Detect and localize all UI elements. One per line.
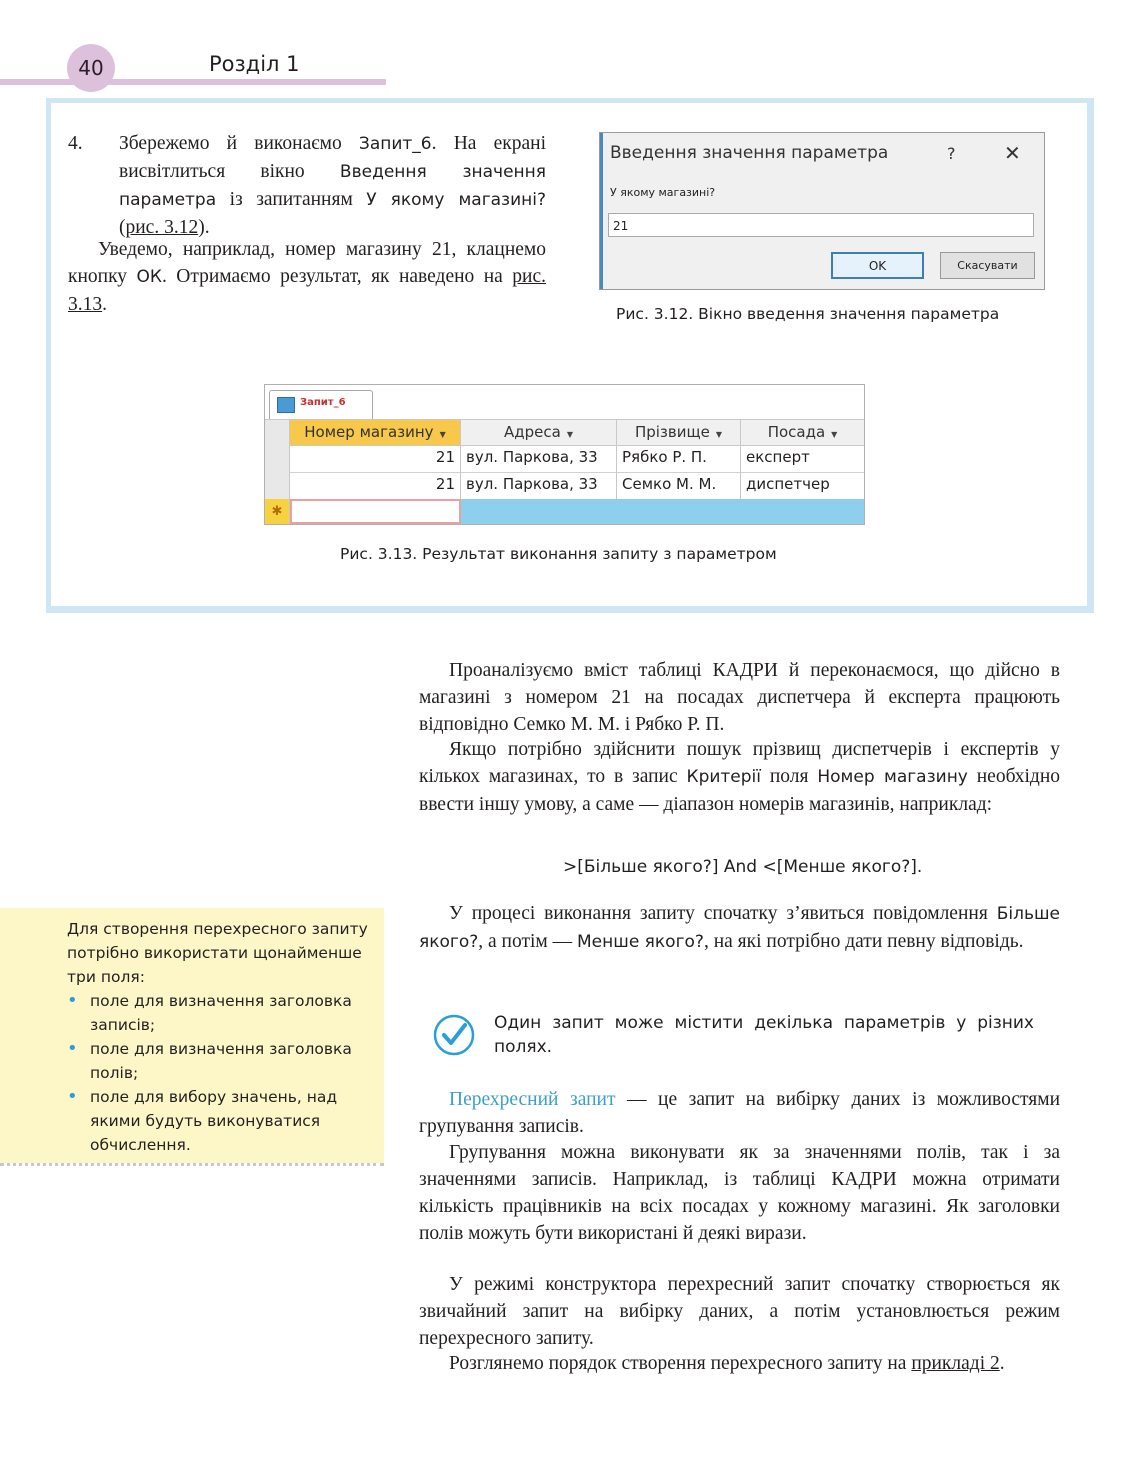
cell-store[interactable]: 21 [290,445,461,472]
question-text: У якому магазині? [366,190,546,210]
dropdown-arrow-icon[interactable]: ▼ [566,430,573,439]
parameter-dialog [599,132,1045,290]
para-enter-value [68,236,546,318]
section-title: Розділ 1 [209,52,300,76]
tab-query-6[interactable] [269,390,373,420]
tab-label: Запит_6 [300,397,346,408]
dialog-title: Введення значення параметра [610,143,889,163]
criteria-formula: >[Більше якого?] And <[Менше якого?]. [563,857,923,877]
para-text: , на які потрібно дати певну відповідь. [703,931,1024,952]
column-header[interactable] [741,420,864,445]
check-note: Один запит може містити декілька параметрів у різних полях. [494,1013,1034,1057]
cancel-button[interactable]: Скасувати [940,252,1035,279]
para-text: . [999,1353,1005,1374]
help-icon[interactable]: ? [947,144,956,163]
step-text: ( [119,217,126,238]
column-label: Прізвище [634,423,710,441]
dialog-prompt: У якому магазині? [610,186,716,199]
step-4-text [119,130,546,241]
parameter-input[interactable]: 21 [608,213,1034,237]
side-note-intro: Для створення перехресного запиту потрібно використати щонайменше три поля: [67,920,368,986]
dropdown-arrow-icon[interactable]: ▼ [831,430,838,439]
para-text: Розглянемо порядок створення перехресного запиту на [449,1353,907,1374]
para-text: — це запит на вибірку даних із можливостями групування записів. [419,1089,1061,1137]
para-text: Уведемо, наприклад, номер магазину 21, клацнемо кнопку [68,239,546,287]
message-text: Менше якого? [577,932,704,952]
table-row[interactable] [265,472,864,500]
cell-position[interactable]: диспетчер [746,475,830,493]
close-icon[interactable]: ✕ [1004,141,1021,165]
cell-surname[interactable]: Рябко Р. П. [617,445,741,472]
para-text: . Отримаємо результат, як наведено на [161,266,503,287]
paragraph-3 [419,900,1060,956]
side-note-text [67,917,372,1157]
step-text: . На екрані висвітлиться вікно [119,133,547,182]
caption-fig-3-13: Рис. 3.13. Результат виконання запиту з параметром [340,545,777,563]
paragraph-1: Проаналізуємо вміст таблиці КАДРИ й переконаємося, що дійсно в магазині з номером 21 на посадах диспетчера й експерта працюють відповідно Семко М. М. і Рябко Р. П. [419,660,1060,735]
paragraph-4 [419,1086,1060,1140]
column-header[interactable] [617,420,741,445]
list-item: • поле для вибору значень, над якими будуть виконуватися обчислення. [67,1085,372,1157]
dropdown-arrow-icon[interactable]: ▼ [715,430,723,439]
side-note-divider [0,1163,384,1166]
ref-fig-3-12[interactable]: рис. 3.12 [125,217,199,238]
header-row [265,419,864,446]
para-text: Якщо потрібно здійснити пошук прізвищ диспетчерів і експертів у кількох магазинах, то в запис [419,739,1060,787]
step-text: із запитанням [229,189,353,210]
cell-store[interactable]: 21 [290,472,461,499]
ok-button[interactable]: OK [831,252,924,279]
column-label: Адреса [504,423,561,441]
ref-fig-3-13[interactable]: рис. 3.13 [68,266,547,315]
paragraph-2 [419,736,1060,818]
field-name: Номер магазину [817,767,968,787]
dialog-accent [600,133,603,289]
ok-mention: ОК [136,267,162,287]
paragraph-7 [419,1350,1060,1377]
step-text: ). [198,217,210,238]
list-item: • поле для визначення заголовка записів; [67,989,372,1037]
cell-surname[interactable]: Семко М. М. [617,472,741,499]
column-label: Посада [767,423,826,441]
dropdown-arrow-icon[interactable]: ▼ [439,430,446,439]
para-text: У процесі виконання запиту спочатку з’явиться повідомлення [449,903,988,924]
row-selector[interactable] [265,472,290,499]
tab-strip [265,385,864,419]
query-table-icon [277,397,295,413]
window-name: Введення значення параметра [119,162,547,210]
side-note-list [67,989,372,1157]
field-name: Критерії [686,767,762,787]
para-text: поля [769,766,809,787]
select-all-corner[interactable] [265,420,290,445]
new-record-icon: ✱ [265,499,290,524]
new-record-cell[interactable] [290,499,461,524]
paragraph-5: Групування можна виконувати як за значеннями полів, так і за значеннями записів. Наприклад, із таблиці КАДРИ можна отримати кількість працівників на всіх посадах у кожному магазині. Як заголовки полів можуть бути використані й деякі вирази. [419,1142,1060,1244]
paragraph-6: У режимі конструктора перехресний запит спочатку створюється як звичайний запит на вибірку даних, а потім установлюється режим перехресного запиту. [419,1274,1060,1349]
check-circle-icon [433,1014,475,1056]
para-text: необхідно ввести іншу умову, а саме — діапазон номерів магазинів, наприклад: [419,766,1061,815]
query-datasheet [264,384,865,525]
cell-address[interactable]: вул. Паркова, 33 [461,445,617,472]
step-number: 4. [68,133,83,154]
query-name: Запит_6 [358,134,432,154]
message-text: Більше якого? [419,904,1060,952]
step-4 [68,130,546,241]
caption-fig-3-12: Рис. 3.12. Вікно введення значення параметра [616,305,1000,323]
step-text: Збережемо й виконаємо [119,133,342,154]
term-crosstab: Перехресний запит [449,1089,616,1110]
column-label: Номер магазину [304,423,434,441]
cell-address[interactable]: вул. Паркова, 33 [461,472,617,499]
ref-example-2[interactable]: прикладі 2 [911,1353,1000,1374]
para-text: , а потім — [478,931,573,952]
table-row[interactable] [265,445,864,473]
list-item: • поле для визначення заголовка полів; [67,1037,372,1085]
page-number: 40 [67,44,115,92]
column-header[interactable] [290,420,461,445]
column-header[interactable] [461,420,617,445]
row-selector[interactable] [265,445,290,472]
header-rule [0,79,386,85]
cell-position[interactable]: експерт [746,448,810,466]
para-text: . [102,294,107,315]
new-record-row[interactable] [265,499,864,524]
